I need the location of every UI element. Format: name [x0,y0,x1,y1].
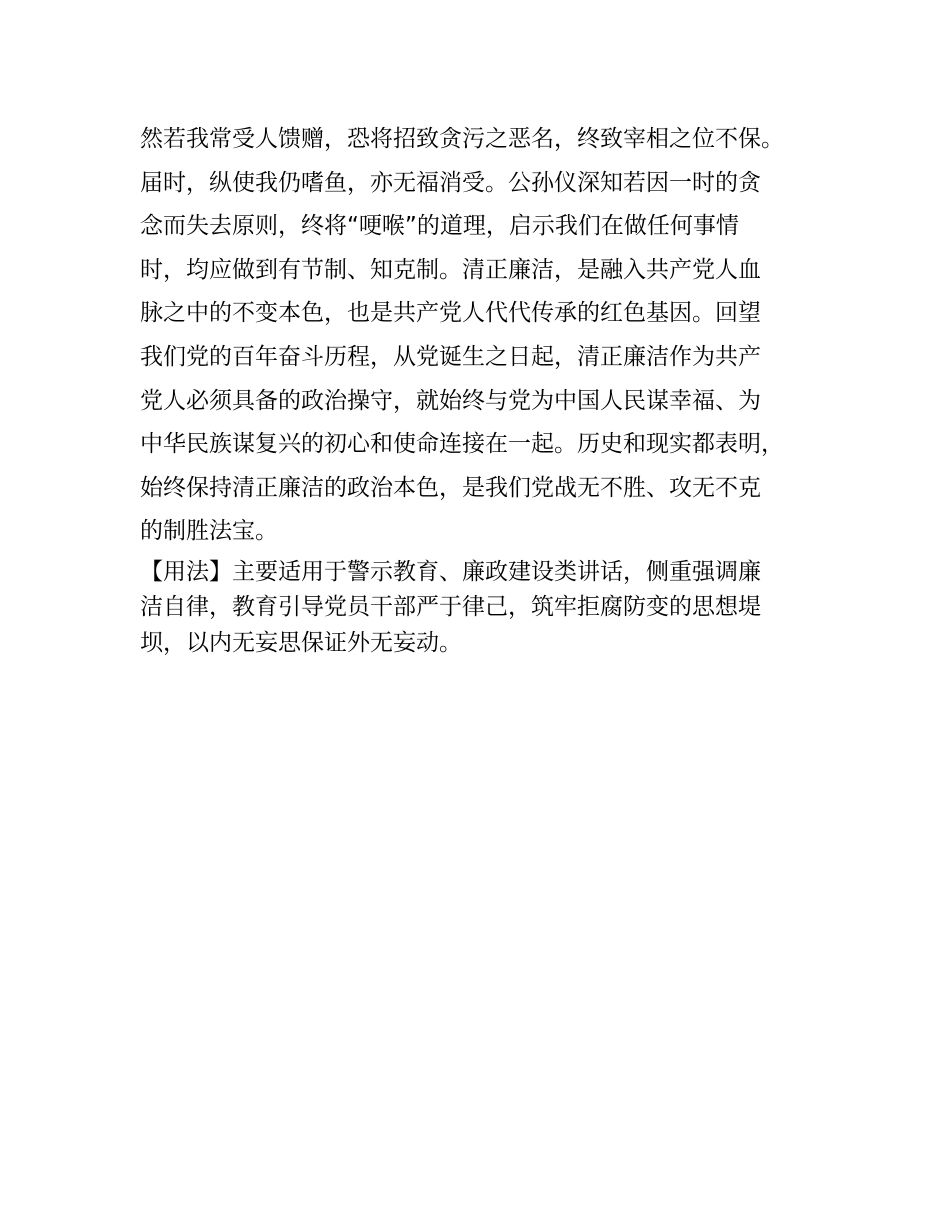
body-text [140,118,840,661]
text-line: 党人必须具备的政治操守，就始终与党为中国人民谋幸福、为 [140,387,761,414]
usage-line: 【用法】主要适用于警示教育、廉政建设类讲话，侧重强调廉 [140,558,761,585]
text-line: 时，均应做到有节制、知克制。清正廉洁，是融入共产党人血 [140,256,761,283]
text-line: 脉之中的不变本色，也是共产党人代代传承的红色基因。回望 [140,300,761,327]
text-line: 届时，纵使我仍嗜鱼，亦无福消受。公孙仪深知若因一时的贪 [140,169,761,196]
usage-line: 坝，以内无妄思保证外无妄动。 [140,629,462,656]
text-line: 中华民族谋复兴的初心和使命连接在一起。历史和现实都表明， [140,431,784,458]
text-line: 的制胜法宝。 [140,518,278,545]
text-line: 我们党的百年奋斗历程，从党诞生之日起，清正廉洁作为共产 [140,343,761,370]
paragraph-main [140,118,840,554]
usage-paragraph [140,555,840,662]
text-line: 念而失去原则，终将“哽喉”的道理，启示我们在做任何事情 [140,213,739,240]
text-line: 然若我常受人馈赠，恐将招致贪污之恶名，终致宰相之位不保。 [140,126,784,152]
usage-line: 洁自律，教育引导党员干部严于律己，筑牢拒腐防变的思想堤 [140,594,761,621]
text-line: 始终保持清正廉洁的政治本色，是我们党战无不胜、攻无不克 [140,474,761,501]
